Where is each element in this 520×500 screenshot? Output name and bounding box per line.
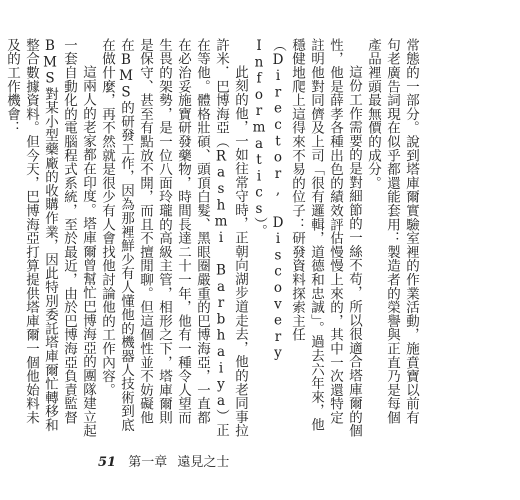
chapter-title: 遠見之士 — [177, 455, 230, 470]
paragraph: 這份工作需要的是對細節的一絲不苟，所以很適合塔庫爾的個性，他是薛孝各種出色的績效評估慢慢上來的，其中一次還特定註明他對同儕及上司「很有邏輯，道德和忠誠」。過去六年來，他穩健地爬上這得來不易的位子：研發資料探索主任（Director, Discovery Informatics）。 — [251, 38, 362, 438]
chapter-label: 第一章 — [128, 455, 168, 470]
page-footer — [98, 451, 229, 470]
body-text — [4, 38, 420, 438]
page-number: 51 — [98, 455, 117, 470]
paragraph: 這兩人的老家都在印度。塔庫爾曾幫忙巴博海亞的團隊建立起一套自動化的電腦程式系統，至於最近，由於巴博海亞負責監督BMS對某小型藥廠的收購作業，因此特別委託塔庫爾忙轉移和整合數據資料。但今天，巴博海亞打算提供塔庫爾一個他始料未及的工作機會： — [4, 38, 96, 438]
paragraph: 常態的一部分。說到塔庫爾實驗室裡的作業活動，施賁寶以前有句老廣告詞現在似乎都還能套用：製造者的榮譽與正直乃是每個產品裡頭最無價的成分。 — [365, 38, 419, 425]
paragraph: 此刻的他，一如往常守時，正朝向湖步道走去，他的老同事拉許米．巴博海亞（Rashmi Barbhaiya）正在等他。體格壯碩、頭頂白髮、黑眼圈嚴重的巴博海亞，一直都在必治妥施寶研發藥物，時間長達二十一年，他有一種令人望而生畏的架勢，是一位八面玲瓏的高級主管，相形之下，塔庫爾則是保守、甚至有點放不開，而且不擅閒聊。但這個性並不妨礙他在BMS的研發工作，因為那裡鮮少有人懂他的機器人技術到底在做什麼，再不然就是很少有人會找他討論他的工作內容。 — [99, 38, 248, 438]
